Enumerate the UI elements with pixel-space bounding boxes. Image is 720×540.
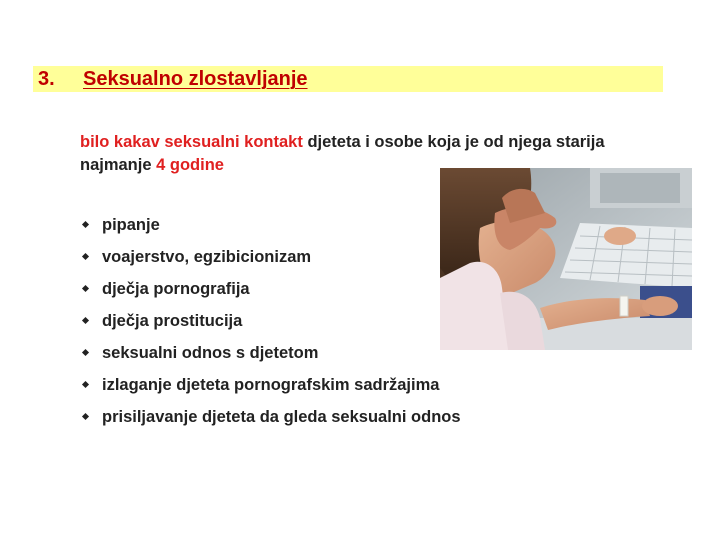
slide-title: Seksualno zlostavljanje <box>83 68 308 90</box>
diamond-bullet-icon <box>82 381 89 388</box>
list-item-text: dječja prostitucija <box>102 312 243 330</box>
list-item-text: izlaganje djeteta pornografskim sadržajima <box>102 376 440 394</box>
illustration-photo <box>440 168 692 350</box>
list-item <box>80 310 461 342</box>
slide-number: 3. <box>38 68 55 90</box>
bullet-list <box>80 214 461 438</box>
list-item <box>80 374 461 406</box>
diamond-bullet-icon <box>82 413 89 420</box>
list-item <box>80 342 461 374</box>
diamond-bullet-icon <box>82 221 89 228</box>
diamond-bullet-icon <box>82 349 89 356</box>
definition-age: 4 godine <box>156 156 224 174</box>
list-item <box>80 278 461 310</box>
list-item <box>80 214 461 246</box>
definition-highlight: bilo kakav seksualni kontakt <box>80 133 303 151</box>
title-bar <box>33 66 663 92</box>
list-item-text: pipanje <box>102 216 160 234</box>
list-item-text: voajerstvo, egzibicionizam <box>102 248 312 266</box>
list-item-text: dječja pornografija <box>102 280 250 298</box>
list-item-text: seksualni odnos s djetetom <box>102 344 319 362</box>
list-item-text: prisiljavanje djeteta da gleda seksualni odnos <box>102 408 461 426</box>
diamond-bullet-icon <box>82 253 89 260</box>
list-item <box>80 246 461 278</box>
diamond-bullet-icon <box>82 317 89 324</box>
list-item <box>80 406 461 438</box>
diamond-bullet-icon <box>82 285 89 292</box>
definition-body: djeteta i osobe koja je od njega starija najmanje <box>80 133 605 174</box>
